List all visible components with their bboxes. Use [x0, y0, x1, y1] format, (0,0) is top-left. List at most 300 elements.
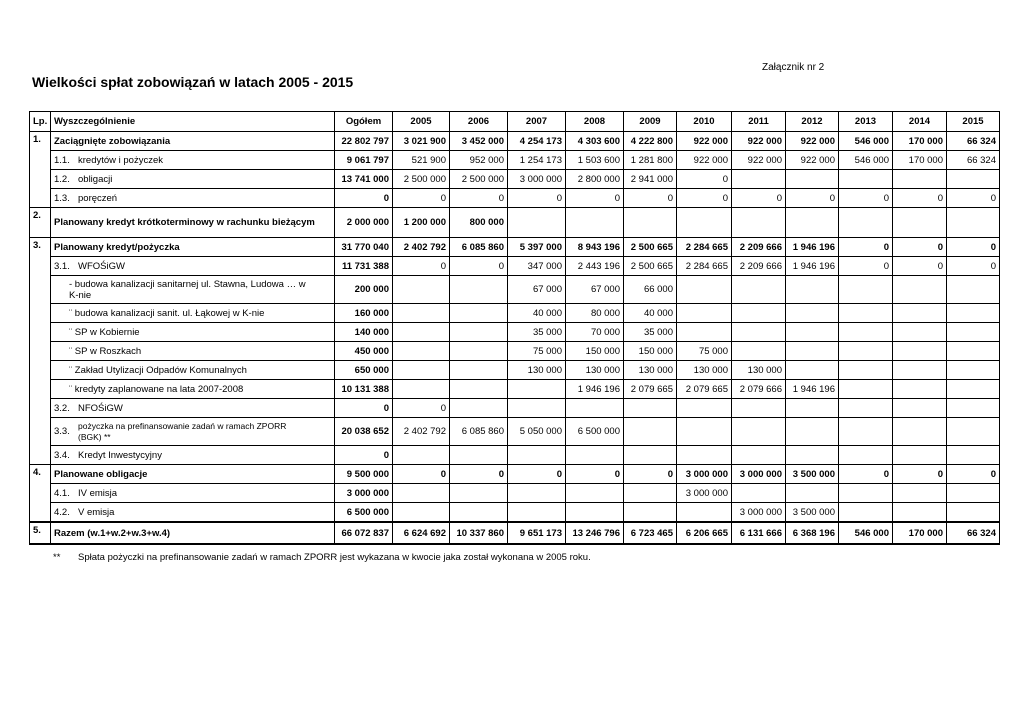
cell-2014 — [893, 446, 947, 465]
cell-2006: 6 085 860 — [450, 418, 508, 446]
cell-2014 — [893, 361, 947, 380]
row-description — [51, 522, 335, 544]
cell-2013: 546 000 — [839, 522, 893, 544]
cell-2011 — [732, 276, 786, 304]
cell-2013 — [839, 361, 893, 380]
cell-2009 — [624, 399, 677, 418]
row-description — [51, 208, 335, 238]
cell-2015: 66 324 — [947, 132, 1000, 151]
cell-2008: 2 800 000 — [566, 170, 624, 189]
header-col-2009: 2009 — [624, 112, 677, 132]
footnote-mark: ** — [53, 552, 61, 563]
cell-2010: 922 000 — [677, 132, 732, 151]
cell-2009: 66 000 — [624, 276, 677, 304]
row-code: 3.3. — [54, 426, 70, 438]
cell-2015 — [947, 446, 1000, 465]
cell-2014: 0 — [893, 257, 947, 276]
cell-2006 — [450, 323, 508, 342]
cell-2005: 0 — [393, 189, 450, 208]
cell-2009: 35 000 — [624, 323, 677, 342]
cell-2008: 0 — [566, 465, 624, 484]
cell-2011: 3 000 000 — [732, 503, 786, 523]
cell-2007: 4 254 173 — [508, 132, 566, 151]
cell-2013: 0 — [839, 189, 893, 208]
cell-2012: 3 500 000 — [786, 465, 839, 484]
cell-2012 — [786, 399, 839, 418]
row-code: 4.2. — [54, 506, 70, 518]
row-description — [51, 465, 335, 484]
cell-2010: 0 — [677, 189, 732, 208]
row-total: 9 061 797 — [335, 151, 393, 170]
cell-2015 — [947, 208, 1000, 238]
cell-2015 — [947, 323, 1000, 342]
cell-2010: 2 284 665 — [677, 238, 732, 257]
row-description — [51, 189, 335, 208]
row-label: ¨ SP w Roszkach — [69, 345, 142, 357]
row-description — [51, 446, 335, 465]
row-total: 6 500 000 — [335, 503, 393, 523]
cell-2007 — [508, 503, 566, 523]
cell-2015: 0 — [947, 189, 1000, 208]
row-total: 20 038 652 — [335, 418, 393, 446]
row-code: 4.1. — [54, 487, 70, 499]
cell-2009: 2 500 665 — [624, 257, 677, 276]
cell-2011: 0 — [732, 189, 786, 208]
cell-2014 — [893, 503, 947, 523]
cell-2013 — [839, 304, 893, 323]
cell-2015: 66 324 — [947, 151, 1000, 170]
cell-2015: 0 — [947, 257, 1000, 276]
table-row — [30, 170, 1000, 189]
row-description — [51, 342, 335, 361]
row-label: ¨ SP w Kobiernie — [69, 326, 140, 338]
row-label: poręczeń — [78, 192, 118, 204]
row-number: 4. — [30, 465, 51, 523]
row-description — [51, 418, 335, 446]
cell-2007: 0 — [508, 189, 566, 208]
cell-2006: 800 000 — [450, 208, 508, 238]
row-total: 9 500 000 — [335, 465, 393, 484]
cell-2005 — [393, 380, 450, 399]
table-row — [30, 151, 1000, 170]
cell-2005: 3 021 900 — [393, 132, 450, 151]
cell-2009: 2 941 000 — [624, 170, 677, 189]
cell-2012: 1 946 196 — [786, 238, 839, 257]
cell-2008 — [566, 503, 624, 523]
header-col-2006: 2006 — [450, 112, 508, 132]
table-row — [30, 380, 1000, 399]
cell-2009: 40 000 — [624, 304, 677, 323]
cell-2014: 170 000 — [893, 522, 947, 544]
row-total: 13 741 000 — [335, 170, 393, 189]
cell-2006: 3 452 000 — [450, 132, 508, 151]
table-row — [30, 503, 1000, 523]
cell-2008 — [566, 446, 624, 465]
cell-2012 — [786, 361, 839, 380]
cell-2009: 4 222 800 — [624, 132, 677, 151]
row-total: 160 000 — [335, 304, 393, 323]
cell-2006 — [450, 304, 508, 323]
row-description — [51, 238, 335, 257]
header-col-2010: 2010 — [677, 112, 732, 132]
cell-2010: 3 000 000 — [677, 484, 732, 503]
cell-2005: 2 402 792 — [393, 238, 450, 257]
cell-2006: 0 — [450, 465, 508, 484]
row-code: 3.4. — [54, 449, 70, 461]
cell-2009 — [624, 484, 677, 503]
header-col-description: Wyszczególnienie — [51, 112, 335, 132]
cell-2011 — [732, 418, 786, 446]
row-total: 22 802 797 — [335, 132, 393, 151]
cell-2011: 2 209 666 — [732, 257, 786, 276]
cell-2008: 130 000 — [566, 361, 624, 380]
cell-2007 — [508, 399, 566, 418]
row-label: WFOŚiGW — [78, 260, 125, 272]
row-code: 1.3. — [54, 192, 70, 204]
cell-2012 — [786, 484, 839, 503]
cell-2006: 10 337 860 — [450, 522, 508, 544]
cell-2013: 0 — [839, 465, 893, 484]
row-label: ¨ budowa kanalizacji sanit. ul. Łąkowej w K-nie — [69, 307, 265, 319]
cell-2007 — [508, 484, 566, 503]
cell-2013: 546 000 — [839, 132, 893, 151]
row-description — [51, 323, 335, 342]
cell-2010 — [677, 418, 732, 446]
header-col-2011: 2011 — [732, 112, 786, 132]
cell-2005: 0 — [393, 399, 450, 418]
cell-2007 — [508, 380, 566, 399]
row-label: pożyczka na prefinansowanie zadań w ramach ZPORR (BGK) ** — [78, 420, 287, 442]
row-code: 3.2. — [54, 402, 70, 414]
cell-2013 — [839, 342, 893, 361]
row-number: 2. — [30, 208, 51, 238]
cell-2009: 2 079 665 — [624, 380, 677, 399]
cell-2007: 75 000 — [508, 342, 566, 361]
cell-2005: 2 402 792 — [393, 418, 450, 446]
cell-2007: 5 050 000 — [508, 418, 566, 446]
cell-2013: 0 — [839, 238, 893, 257]
page-title: Wielkości spłat zobowiązań w latach 2005 - 2015 — [32, 74, 354, 90]
cell-2012 — [786, 276, 839, 304]
cell-2009: 1 281 800 — [624, 151, 677, 170]
cell-2013 — [839, 276, 893, 304]
cell-2006: 0 — [450, 257, 508, 276]
cell-2006: 6 085 860 — [450, 238, 508, 257]
row-code: 3.1. — [54, 260, 70, 272]
cell-2013 — [839, 503, 893, 523]
cell-2008: 1 946 196 — [566, 380, 624, 399]
row-label: Planowany kredyt krótkoterminowy w rachunku bieżącym — [54, 217, 315, 228]
cell-2009: 0 — [624, 189, 677, 208]
cell-2011 — [732, 484, 786, 503]
cell-2015 — [947, 399, 1000, 418]
cell-2011: 6 131 666 — [732, 522, 786, 544]
cell-2011 — [732, 170, 786, 189]
cell-2012: 0 — [786, 189, 839, 208]
cell-2015 — [947, 503, 1000, 523]
cell-2014 — [893, 170, 947, 189]
cell-2005 — [393, 503, 450, 523]
cell-2009: 0 — [624, 465, 677, 484]
row-description — [51, 276, 335, 304]
cell-2010 — [677, 276, 732, 304]
cell-2009: 130 000 — [624, 361, 677, 380]
cell-2010: 0 — [677, 170, 732, 189]
row-label: IV emisja — [78, 487, 118, 499]
cell-2009: 2 500 665 — [624, 238, 677, 257]
row-total: 650 000 — [335, 361, 393, 380]
cell-2006 — [450, 484, 508, 503]
cell-2015 — [947, 342, 1000, 361]
cell-2011 — [732, 208, 786, 238]
cell-2005: 521 900 — [393, 151, 450, 170]
row-label: Planowane obligacje — [54, 468, 148, 480]
cell-2013 — [839, 446, 893, 465]
cell-2008: 4 303 600 — [566, 132, 624, 151]
cell-2013 — [839, 208, 893, 238]
cell-2006: 952 000 — [450, 151, 508, 170]
row-label: ¨ kredyty zaplanowane na lata 2007-2008 — [69, 383, 244, 395]
cell-2014 — [893, 323, 947, 342]
cell-2013 — [839, 484, 893, 503]
cell-2007: 0 — [508, 465, 566, 484]
row-number: 3. — [30, 238, 51, 465]
cell-2007: 35 000 — [508, 323, 566, 342]
row-total: 3 000 000 — [335, 484, 393, 503]
row-label: obligacji — [78, 173, 113, 185]
cell-2015: 0 — [947, 238, 1000, 257]
table-row — [30, 484, 1000, 503]
table-row — [30, 304, 1000, 323]
cell-2011 — [732, 399, 786, 418]
table-row — [30, 189, 1000, 208]
row-label: ¨ Zakład Utylizacji Odpadów Komunalnych — [69, 364, 247, 376]
row-description — [51, 151, 335, 170]
cell-2015 — [947, 361, 1000, 380]
cell-2005: 0 — [393, 257, 450, 276]
row-label: - budowa kanalizacji sanitarnej ul. Stawna, Ludowa … w K-nie — [69, 278, 306, 301]
cell-2008: 1 503 600 — [566, 151, 624, 170]
table-row — [30, 446, 1000, 465]
cell-2005 — [393, 361, 450, 380]
cell-2007: 67 000 — [508, 276, 566, 304]
cell-2015 — [947, 484, 1000, 503]
row-description — [51, 503, 335, 523]
cell-2015: 66 324 — [947, 522, 1000, 544]
cell-2012 — [786, 323, 839, 342]
cell-2015 — [947, 418, 1000, 446]
cell-2006 — [450, 446, 508, 465]
row-label: Planowany kredyt/pożyczka — [54, 241, 180, 253]
table-row — [30, 361, 1000, 380]
row-description — [51, 361, 335, 380]
row-total: 10 131 388 — [335, 380, 393, 399]
cell-2007: 9 651 173 — [508, 522, 566, 544]
row-total: 0 — [335, 446, 393, 465]
cell-2014 — [893, 276, 947, 304]
cell-2014 — [893, 399, 947, 418]
cell-2005 — [393, 304, 450, 323]
cell-2006 — [450, 380, 508, 399]
row-total: 66 072 837 — [335, 522, 393, 544]
cell-2005: 6 624 692 — [393, 522, 450, 544]
cell-2013: 546 000 — [839, 151, 893, 170]
cell-2013: 0 — [839, 257, 893, 276]
cell-2010 — [677, 399, 732, 418]
cell-2008 — [566, 208, 624, 238]
cell-2011 — [732, 342, 786, 361]
cell-2010: 2 079 665 — [677, 380, 732, 399]
cell-2012 — [786, 342, 839, 361]
footnote-text: Spłata pożyczki na prefinansowanie zadań w ramach ZPORR jest wykazana w kwocie jaka został wykonana w 2005 roku. — [78, 552, 591, 563]
cell-2008: 70 000 — [566, 323, 624, 342]
header-col-2015: 2015 — [947, 112, 1000, 132]
cell-2010 — [677, 208, 732, 238]
header-col-2008: 2008 — [566, 112, 624, 132]
row-description — [51, 484, 335, 503]
cell-2013 — [839, 399, 893, 418]
table-row — [30, 418, 1000, 446]
cell-2009: 6 723 465 — [624, 522, 677, 544]
cell-2006 — [450, 342, 508, 361]
cell-2012: 922 000 — [786, 151, 839, 170]
cell-2014 — [893, 342, 947, 361]
cell-2015 — [947, 380, 1000, 399]
header-col-2007: 2007 — [508, 112, 566, 132]
cell-2007: 130 000 — [508, 361, 566, 380]
cell-2006: 0 — [450, 189, 508, 208]
cell-2008: 0 — [566, 189, 624, 208]
cell-2005 — [393, 484, 450, 503]
cell-2007: 5 397 000 — [508, 238, 566, 257]
cell-2012: 1 946 196 — [786, 257, 839, 276]
table-row — [30, 399, 1000, 418]
table-row — [30, 465, 1000, 484]
cell-2014: 170 000 — [893, 132, 947, 151]
row-total: 0 — [335, 189, 393, 208]
cell-2010: 75 000 — [677, 342, 732, 361]
cell-2010: 6 206 665 — [677, 522, 732, 544]
cell-2014: 170 000 — [893, 151, 947, 170]
cell-2006 — [450, 361, 508, 380]
cell-2012 — [786, 170, 839, 189]
cell-2005 — [393, 446, 450, 465]
cell-2005 — [393, 342, 450, 361]
cell-2005 — [393, 323, 450, 342]
row-label: Zaciągnięte zobowiązania — [54, 135, 171, 147]
row-description — [51, 304, 335, 323]
row-total: 31 770 040 — [335, 238, 393, 257]
cell-2008 — [566, 399, 624, 418]
row-total: 450 000 — [335, 342, 393, 361]
row-number: 5. — [30, 522, 51, 544]
cell-2009 — [624, 446, 677, 465]
table-row — [30, 522, 1000, 544]
cell-2014: 0 — [893, 189, 947, 208]
table-row — [30, 238, 1000, 257]
row-description — [51, 399, 335, 418]
row-description — [51, 380, 335, 399]
cell-2014: 0 — [893, 238, 947, 257]
cell-2013 — [839, 170, 893, 189]
cell-2012: 1 946 196 — [786, 380, 839, 399]
cell-2012: 922 000 — [786, 132, 839, 151]
header-col-lp: Lp. — [30, 112, 51, 132]
cell-2010: 922 000 — [677, 151, 732, 170]
cell-2008: 67 000 — [566, 276, 624, 304]
cell-2011: 2 079 666 — [732, 380, 786, 399]
cell-2007 — [508, 208, 566, 238]
cell-2015 — [947, 304, 1000, 323]
cell-2010: 3 000 000 — [677, 465, 732, 484]
row-total: 140 000 — [335, 323, 393, 342]
repayment-table — [29, 111, 1000, 545]
cell-2012: 3 500 000 — [786, 503, 839, 523]
cell-2008 — [566, 484, 624, 503]
cell-2007: 347 000 — [508, 257, 566, 276]
row-description — [51, 257, 335, 276]
cell-2005: 2 500 000 — [393, 170, 450, 189]
row-label: Kredyt Inwestycyjny — [78, 449, 162, 461]
row-label: V emisja — [78, 506, 115, 518]
row-code: 1.1. — [54, 154, 70, 166]
cell-2006: 2 500 000 — [450, 170, 508, 189]
row-total: 2 000 000 — [335, 208, 393, 238]
table-row — [30, 257, 1000, 276]
table-row — [30, 323, 1000, 342]
row-label: Razem (w.1+w.2+w.3+w.4) — [54, 527, 171, 539]
cell-2014: 0 — [893, 465, 947, 484]
header-row — [30, 112, 1000, 132]
header-col-2005: 2005 — [393, 112, 450, 132]
cell-2012 — [786, 208, 839, 238]
cell-2014 — [893, 380, 947, 399]
cell-2015 — [947, 170, 1000, 189]
header-col-2012: 2012 — [786, 112, 839, 132]
cell-2011: 130 000 — [732, 361, 786, 380]
header-col-total: Ogółem — [335, 112, 393, 132]
cell-2011: 2 209 666 — [732, 238, 786, 257]
cell-2014 — [893, 484, 947, 503]
table-row — [30, 342, 1000, 361]
row-description — [51, 170, 335, 189]
cell-2006 — [450, 276, 508, 304]
cell-2011 — [732, 446, 786, 465]
cell-2011 — [732, 304, 786, 323]
cell-2008: 2 443 196 — [566, 257, 624, 276]
cell-2012 — [786, 418, 839, 446]
table-row — [30, 276, 1000, 304]
cell-2013 — [839, 418, 893, 446]
header-col-2013: 2013 — [839, 112, 893, 132]
cell-2006 — [450, 399, 508, 418]
cell-2006 — [450, 503, 508, 523]
cell-2011 — [732, 323, 786, 342]
cell-2009: 150 000 — [624, 342, 677, 361]
cell-2013 — [839, 380, 893, 399]
cell-2010 — [677, 446, 732, 465]
cell-2011: 922 000 — [732, 151, 786, 170]
annex-label: Załącznik nr 2 — [762, 62, 825, 73]
table-row — [30, 208, 1000, 238]
cell-2008: 6 500 000 — [566, 418, 624, 446]
cell-2012 — [786, 446, 839, 465]
row-total: 0 — [335, 399, 393, 418]
cell-2014 — [893, 304, 947, 323]
cell-2010: 130 000 — [677, 361, 732, 380]
cell-2009 — [624, 503, 677, 523]
cell-2012: 6 368 196 — [786, 522, 839, 544]
